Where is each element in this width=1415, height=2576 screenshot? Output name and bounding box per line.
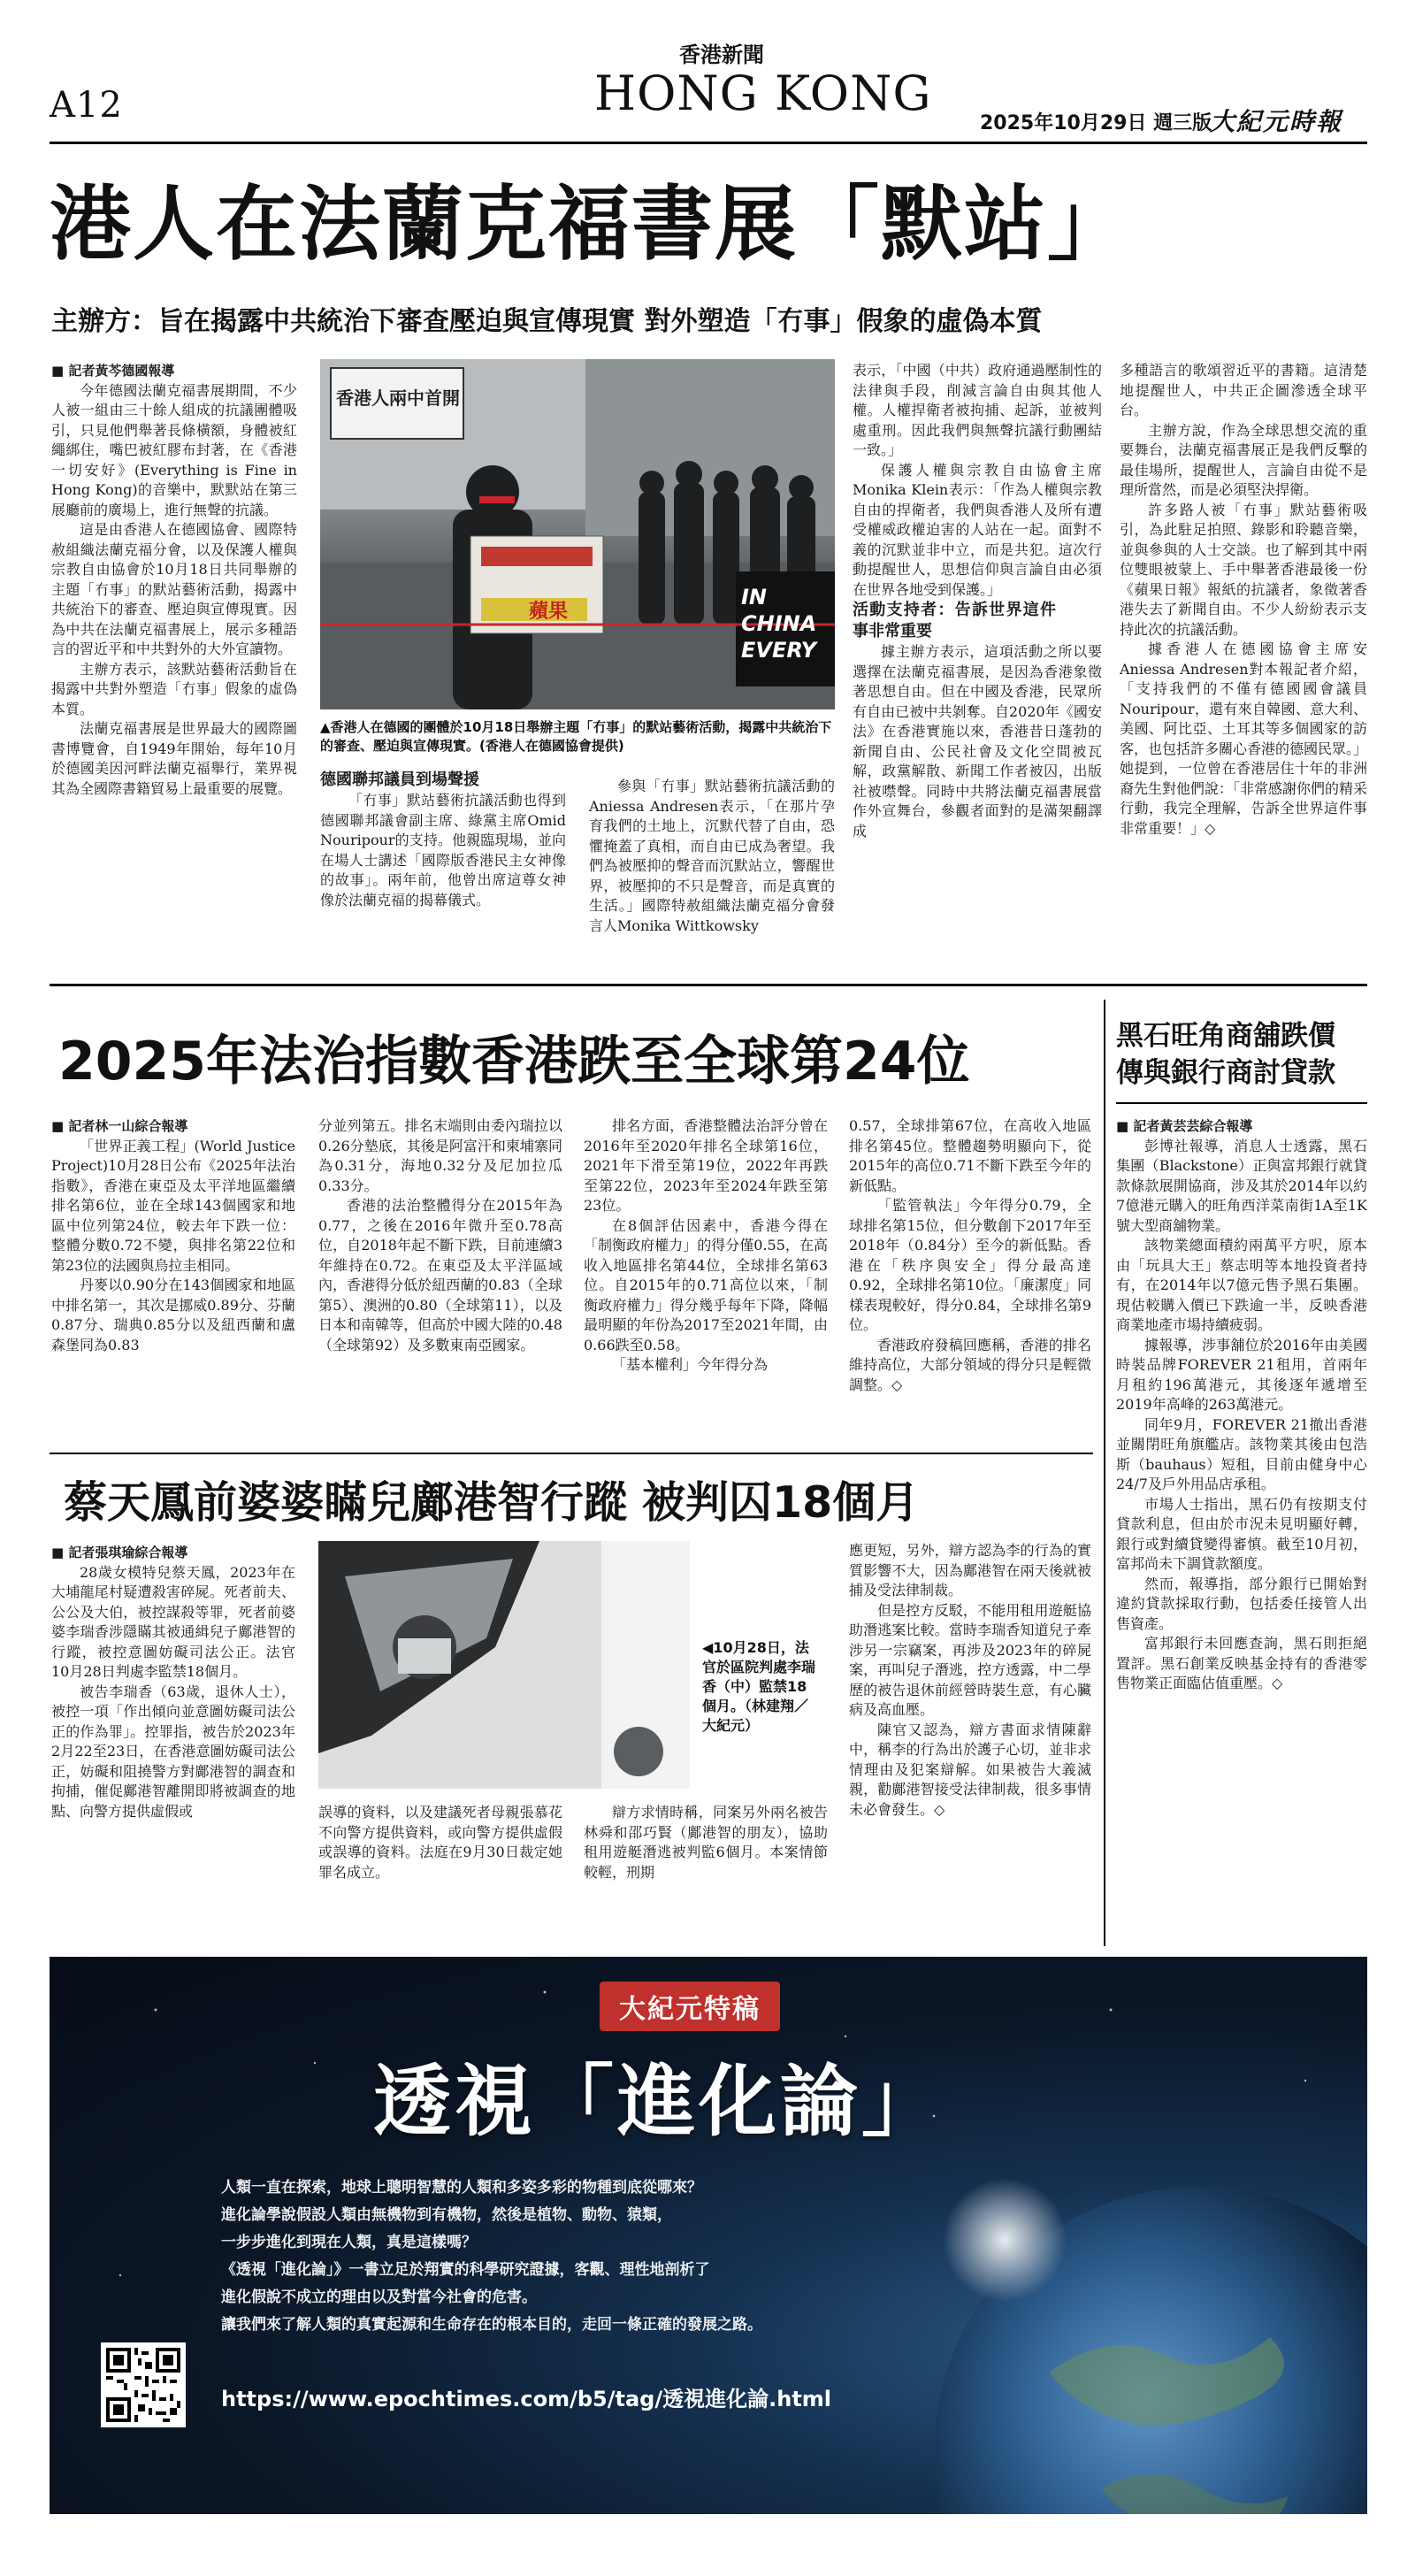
- story2-paragraph: 香港的法治整體得分在2015年為0.77，之後在2016年微升至0.78高位，自2018年起不斷下跌，目前連續3年維持在0.72。在東亞及太平洋區域內，香港得分低於紐西蘭的0.83（全球第5）、澳洲的0.80（全球第11），以及日本和南韓等，但高於中國大陸的0.48（全球第92）及多數東南亞國家。: [318, 1197, 562, 1353]
- story1-photo: [320, 359, 835, 709]
- story1-paragraph: 法蘭克福書展是世界最大的國際圖書博覽會，自1949年開始，每年10月於德國美因河畔法蘭克福舉行，業界視其為全國際書籍貿易上最重要的展覽。: [51, 720, 297, 797]
- sidebar-paragraph: 該物業總面積約兩萬平方呎，原本由「玩具大王」蔡志明等本地投資者持有，在2014年以7億元售予黑石集團。現估較購入價已下跌逾一半，反映香港商業地產市場持續疲弱。: [1116, 1237, 1367, 1333]
- story1-column-2: [320, 770, 566, 975]
- story3-paragraph: 應更短，另外，辯方認為李的行為的實質影響不大，因為鄺港智在兩天後就被捕及受法律制裁。: [849, 1542, 1091, 1598]
- story2-byline: ■ 記者林一山綜合報導: [51, 1118, 188, 1134]
- masthead-rule: [50, 142, 1367, 144]
- story1-photo-caption: ▲香港人在德國的團體於10月18日舉辦主題「冇事」的默站藝術活動，揭露中共統治下的審查、壓迫與宣傳現實。(香港人在德國協會提供): [320, 719, 832, 754]
- ad-body-line: 人類一直在探索，地球上聰明智慧的人類和多姿多彩的物種到底從哪來？: [221, 2179, 702, 2196]
- story1-paragraph: 表示，「中國（中共）政府通過壓制性的法律與手段，削減言論自由與其他人權。人權捍衛者被拘捕、起訴，並被判處重刑。因此我們與無聲抗議行動團結一致。」: [853, 362, 1102, 458]
- story2-paragraph: 分並列第五。排名末端則由委內瑞拉以0.26分墊底，其後是阿富汗和柬埔寨同為0.31分，海地0.32分及尼加拉瓜0.33分。: [318, 1117, 562, 1194]
- story1-paragraph: 今年德國法蘭克福書展期間，不少人被一組由三十餘人組成的抗議團體吸引，只見他們舉著長條橫額，身體被紅繩綁住，嘴巴被紅膠布封著，在《香港一切安好》(Everything is Fine in Hong Kong)的音樂中，默默站在第三展廳前的廣場上，進行無聲的抗議。: [51, 381, 297, 518]
- story2-paragraph: 0.57，全球排第67位，在高收入地區排名第45位。整體趨勢明顯向下，從2015年的高位0.71不斷下跌至今年的新低點。: [849, 1117, 1091, 1194]
- ad-body-line: 一步步進化到現在人類，真是這樣嗎？: [221, 2234, 477, 2251]
- story2-bottom-rule: [50, 1453, 1093, 1454]
- story3-paragraph: 28歲女模特兒蔡天鳳，2023年在大埔龍尾村疑遭殺害碎屍。死者前夫、公公及大伯，被控謀殺等罪，死者前婆婆李瑞香涉隱瞞其被通緝兒子鄺港智的行蹤，被控意圖妨礙司法公正。法官10月28日判處李監禁18個月。: [51, 1563, 295, 1680]
- story1-byline: ■ 記者黃芩德國報導: [51, 363, 175, 379]
- page-number: A12: [50, 85, 123, 126]
- ad-title: 透視「進化論」: [373, 2055, 944, 2147]
- story2-paragraph: 「世界正義工程」(World Justice Project)10月28日公布《2025年法治指數》，香港在東亞及太平洋地區繼續排名第6位，並在全球143個國家和地區中位列第24位，較去年下跌一位：整體分數0.72不變，與排名第22位和第23位的法國與烏拉圭相同。: [51, 1137, 295, 1274]
- sidebar-paragraph: 市場人士指出，黑石仍有按期支付貸款利息，但由於市況未見明顯好轉，銀行或對續貸變得審慎。截至10月初，富邦尚未下調貸款額度。: [1116, 1495, 1367, 1572]
- ad-body-line: 進化假說不成立的理由以及對當今社會的危害。: [221, 2288, 537, 2306]
- story2-paragraph: 在8個評估因素中，香港今得在「制衡政府權力」的得分僅0.55，在高收入地區排名第44位，全球排名第63位。自2015年的0.71高位以來，「制衡政府權力」得分幾乎每年下降，降幅最明顯的年份為2017至2021年間，由0.66跌至0.58。: [584, 1216, 828, 1353]
- photo-newspaper-text: 蘋果: [529, 601, 569, 623]
- story1-paragraph: 主辦方說，作為全球思想交流的重要舞台，法蘭克福書展正是我們反擊的最佳場所，提醒世人，言論自由從不是理所當然，而是必須堅決捍衛。: [1120, 421, 1367, 498]
- sidebar-headline-line: 黑石旺角商舖跌價: [1116, 1020, 1335, 1052]
- story1-paragraph: 參與「冇事」默站藝術抗議活動的Aniessa Andresen表示，「在那片孕育我們的土地上，沉默代替了自由，恐懼掩蓋了真相，而自由已成為奢望。我們為被壓抑的聲音而沉默站立，響醒世界，被壓抑的不只是聲音，而是真實的生活。」國際特赦組織法蘭克福分會發言人Monika Wittkowsky: [589, 778, 835, 934]
- story2-paragraph: 香港政府發稿回應稱，香港的排名維持高位，大部分領域的得分只是輕微調整。◇: [849, 1336, 1091, 1393]
- story3-column-1: [51, 1543, 295, 1945]
- story3-column-4: [849, 1541, 1091, 1944]
- sidebar-paragraph: 富邦銀行未回應查詢，黑石則拒絕置評。黑石創業反映基金持有的香港零售物業正面臨估值重壓。◇: [1116, 1635, 1367, 1691]
- story2-column-3: [584, 1116, 828, 1470]
- story1-paragraph: 主辦方表示，該默站藝術活動旨在揭露中共對外塑造「冇事」假象的虛偽本質。: [51, 660, 297, 717]
- sidebar-headline-line: 傳與銀行商討貸款: [1116, 1057, 1335, 1089]
- story1-paragraph: 「冇事」默站藝術抗議活動也得到德國聯邦議會副主席、綠黨主席Omid Nouripour的支持。他親臨現場，並向在場人士講述「國際版香港民主女神像的故事」。兩年前，他曾出席這尊女神像於法蘭克福的揭幕儀式。: [320, 792, 566, 908]
- story1-column-1: [51, 361, 297, 980]
- photo-poster-line: IN CHINA: [741, 585, 817, 636]
- story1-subheading: 德國聯邦議員到場聲援: [320, 770, 479, 789]
- story1-paragraph: 保護人權與宗教自由協會主席Monika Klein表示：「作為人權與宗教自由的捍衛者，我們與香港人及所有遭受權威政權迫害的人站在一起。面對不義的沉默並非中立，而是共犯。這次行動提醒世人，思想信仰與言論自由必須在世界各地受到保護。」: [853, 461, 1102, 598]
- qr-pattern: [106, 2348, 180, 2422]
- photo-sign-text: 香港人兩中首開: [336, 387, 460, 409]
- story2-headline: 2025年法治指數香港跌至全球第24位: [58, 1031, 970, 1092]
- ad-body: [221, 2174, 946, 2339]
- story3-paragraph: 辯方求情時稱，同案另外兩名被告林舜和邵巧賢（鄺港智的朋友），協助租用遊艇潛逃被判監6個月。本案情節較輕，刑期: [584, 1804, 828, 1881]
- sidebar-paragraph: 然而，報導指，部分銀行已開始對違約貸款採取行動，包括委任接管人出售資產。: [1116, 1575, 1367, 1632]
- story3-paragraph: 被告李瑞香（63歲，退休人士），被控一項「作出傾向並意圖妨礙司法公正的作為罪」。控罪指，被告於2023年2月22至23日，在香港意圖妨礙司法公正，妨礙和阻撓警方對鄺港智的調查和拘捕，催促鄺港智離開即將被調查的地點、向警方提供虛假或: [51, 1683, 295, 1820]
- sidebar-paragraph: 彭博社報導，消息人士透露，黑石集團（Blackstone）正與富邦銀行就貸款條款展開協商，涉及其於2014年以約7億港元購入的旺角西洋菜南街1A至1K號大型商舖物業。: [1116, 1137, 1367, 1234]
- ad-body-line: 《透視「進化論」》一書立足於翔實的科學研究證據，客觀、理性地剖析了: [221, 2261, 710, 2279]
- story1-column-4: [853, 361, 1102, 975]
- ad-banner[interactable]: [50, 1957, 1367, 2514]
- section-title-en: HONG KONG: [594, 65, 932, 121]
- story1-bottom-rule: [50, 984, 1367, 986]
- sidebar-paragraph: 同年9月，FOREVER 21撤出香港並關閉旺角旗艦店。該物業其後由包浩斯（bauhaus）短租，目前由健身中心24/7及戶外用品店承租。: [1116, 1415, 1367, 1492]
- story1-column-3: [589, 777, 835, 975]
- photo-poster-text: [741, 584, 835, 663]
- publication-logo: 大紀元時報: [1210, 107, 1343, 136]
- story1-headline: 港人在法蘭克福書展「默站」: [50, 176, 1131, 272]
- car-scene-illustration: [318, 1541, 690, 1789]
- story2-column-1: [51, 1116, 295, 1470]
- story3-byline: ■ 記者張琪瑜綜合報導: [51, 1545, 188, 1560]
- story3-photo: [318, 1541, 690, 1789]
- sidebar-column: [1116, 1116, 1367, 1946]
- story1-subheadline: 主辦方：旨在揭露中共統治下審查壓迫與宣傳現實 對外塑造「冇事」假象的虛偽本質: [51, 306, 1043, 337]
- story2-paragraph: 「基本權利」今年得分為: [612, 1356, 769, 1373]
- ad-body-line: 進化論學說假設人類由無機物到有機物，然後是植物、動物、猿類，: [221, 2206, 672, 2224]
- story1-paragraph: 這是由香港人在德國協會、國際特赦組織法蘭克福分會，以及保護人權與宗教自由協會於10月18日共同舉辦的主題「冇事」的默站藝術活動，揭露中共統治下的審查、壓迫與宣傳現實。因為中共在法蘭克福書展上，展示多種語言的習近平和中共對外的大外宣讀物。: [51, 521, 297, 657]
- story1-paragraph: 多種語言的歌頌習近平的書籍。這清楚地提醒世人，中共正企圖滲透全球平台。: [1120, 362, 1367, 418]
- story2-column-2: [318, 1116, 562, 1470]
- sidebar-headline: [1116, 1017, 1335, 1092]
- story3-paragraph: 誤導的資料，以及建議死者母親張慕花不向警方提供資料，或向警方提供虛假或誤導的資料。法庭在9月30日裁定她罪名成立。: [318, 1804, 562, 1881]
- story1-paragraph: 許多路人被「冇事」默站藝術吸引，為此駐足拍照、錄影和聆聽音樂，並與參與的人士交談。也了解到其中兩位雙眼被蒙上、手中舉著香港最後一份《蘋果日報》報紙的抗議者，象徵著香港失去了新聞自由。不少人紛紛表示支持此次的抗議活動。: [1120, 501, 1367, 638]
- section-logo: [594, 35, 932, 142]
- story1-subheading: 活動支持者：告訴世界這件事非常重要: [853, 601, 1056, 640]
- sidebar-byline: ■ 記者黃芸芸綜合報導: [1116, 1118, 1253, 1134]
- ad-tag: 大紀元特稿: [600, 1982, 780, 2031]
- section-title-cn: 香港新聞: [679, 42, 764, 67]
- story2-paragraph: 「監管執法」今年得分0.79，全球排名第15位，但分數創下2017年至2018年（0.84分）至今的新低點。香港在「秩序與安全」得分最高達0.92，全球排名第10位。「廉潔度」同樣表現較好，得分0.84，全球排名第9位。: [849, 1197, 1091, 1333]
- story2-paragraph: 排名方面，香港整體法治評分曾在2016年至2020年排名全球第16位，2021年下滑至第19位，2022年再跌至第22位，2023年至2024年跌至第23位。: [584, 1117, 828, 1214]
- story1-column-5: [1120, 361, 1367, 975]
- story3-paragraph: 陳官又認為，辯方書面求情陳辭中，稱李的行為出於護子心切，並非求情理由及犯案辯解。如果被告大義滅親，勸鄺港智接受法律制裁，很多事情未必會發生。◇: [849, 1721, 1091, 1818]
- story3-headline: 蔡天鳳前婆婆瞞兒鄺港智行蹤 被判囚18個月: [64, 1477, 920, 1528]
- sidebar-paragraph: 據報導，涉事舖位於2016年由美國時裝品牌FOREVER 21租用，首兩年月租約196萬港元，其後逐年遞增至2019年高峰的263萬港元。: [1116, 1336, 1367, 1413]
- ad-body-line: 讓我們來了解人類的真實起源和生命存在的根本目的，走回一條正確的發展之路。: [221, 2316, 762, 2334]
- story2-column-4: [849, 1116, 1091, 1470]
- qr-code-icon[interactable]: [101, 2342, 186, 2427]
- issue-date: 2025年10月29日 週三版: [980, 112, 1212, 134]
- story3-column-2: [318, 1803, 562, 1944]
- story3-paragraph: 但是控方反駁，不能用租用遊艇協助潛逃案比較。當時李瑞香知道兒子牽涉另一宗竊案，再涉及2023年的碎屍案，再叫兒子潛逃，控方透露，中二學歷的被告退休前經營時裝生意，有心臟病及高血壓。: [849, 1601, 1091, 1718]
- photo-poster-line: EVERY: [741, 638, 817, 663]
- story1-paragraph: 據主辦方表示，這項活動之所以要選擇在法蘭克福書展，是因為香港象徵著思想自由。但在中國及香港，民眾所有自由已被中共剝奪。自2020年《國安法》在香港實施以來，香港昔日蓬勃的新聞自由、公民社會及文化空間被瓦解，政黨解散、新聞工作者被囚，出版社被噤聲。同時中共將法蘭克福書展當作外宣舞台，參觀者面對的是滿架翻譯成: [853, 643, 1102, 840]
- ad-url-link[interactable]: https://www.epochtimes.com/b5/tag/透視進化論.html: [221, 2387, 832, 2411]
- story3-column-3: [584, 1803, 828, 1944]
- story1-paragraph: 據香港人在德國協會主席安Aniessa Andresen對本報記者介紹，「支持我們的不僅有德國國會議員Nouripour，還有來自韓國、意大利、美國、阿比亞、土耳其等多個國家的訪客，也包括許多關心香港的德國民眾。」她提到，一位曾在香港居住十年的非洲裔先生對他們說：「非常感謝你們的精采行動，我完全理解，告訴全世界這件事非常重要！」◇: [1120, 640, 1367, 837]
- story3-photo-caption: ◀10月28日，法官於區院判處李瑞香（中）監禁18個月。（林建翔／大紀元）: [702, 1639, 816, 1734]
- story2-paragraph: 丹麥以0.90分在143個國家和地區中排名第一，其次是挪威0.89分、芬蘭0.87分、瑞典0.85分以及紐西蘭和盧森堡同為0.83: [51, 1276, 295, 1353]
- sidebar-headline-rule: [1116, 1102, 1367, 1104]
- sidebar-divider: [1104, 1000, 1105, 1946]
